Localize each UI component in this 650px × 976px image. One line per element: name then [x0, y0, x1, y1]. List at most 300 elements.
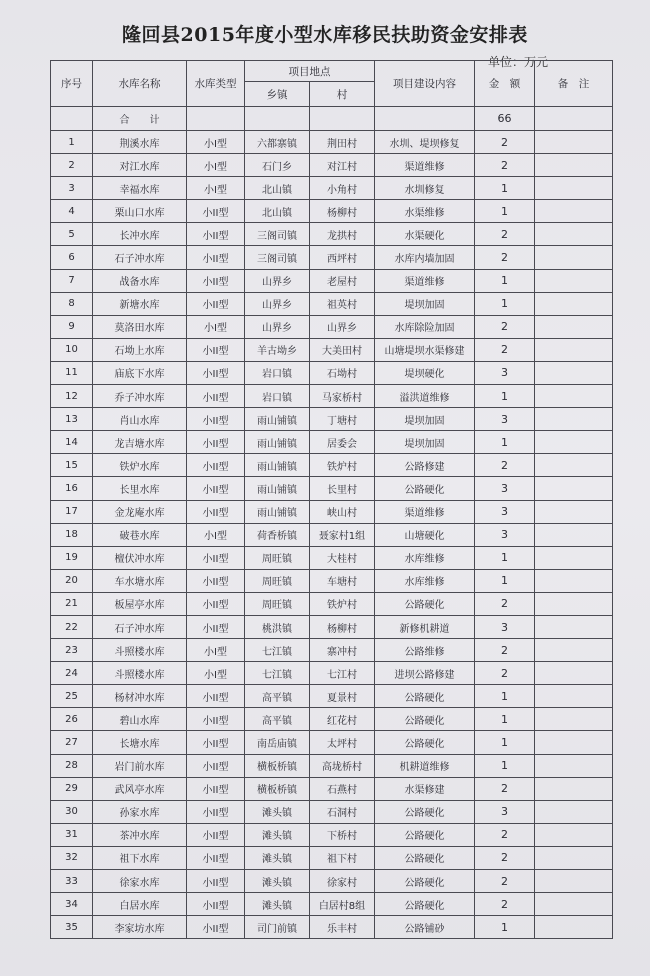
- cell-amount: 2: [475, 662, 535, 685]
- cell-seq: 6: [51, 246, 93, 269]
- table-row: [51, 546, 613, 569]
- cell-village: 太坪村: [310, 731, 375, 754]
- cell-town: 山界乡: [245, 315, 310, 338]
- cell-type: 小I型: [187, 315, 245, 338]
- cell-remark: [535, 131, 613, 154]
- cell-seq: 9: [51, 315, 93, 338]
- cell-seq: 32: [51, 846, 93, 869]
- cell-name: 庙底下水库: [93, 361, 187, 384]
- cell-content: 堤坝加固: [375, 408, 475, 431]
- cell-village: 车塘村: [310, 569, 375, 592]
- cell-name: 徐家水库: [93, 870, 187, 893]
- cell-name: 长冲水库: [93, 223, 187, 246]
- cell-type: 小I型: [187, 154, 245, 177]
- table-row: [51, 131, 613, 154]
- cell-amount: 2: [475, 893, 535, 916]
- cell-name: 斗照楼水库: [93, 639, 187, 662]
- table-row: [51, 916, 613, 939]
- cell-name: 栗山口水库: [93, 200, 187, 223]
- table-row: [51, 893, 613, 916]
- cell-seq: 12: [51, 385, 93, 408]
- cell-content: 公路硬化: [375, 685, 475, 708]
- cell-town: 山界乡: [245, 269, 310, 292]
- cell-type: 小II型: [187, 477, 245, 500]
- cell-village: 祖下村: [310, 846, 375, 869]
- cell-type: 小II型: [187, 685, 245, 708]
- cell-type: 小II型: [187, 200, 245, 223]
- cell-content: 公路硬化: [375, 846, 475, 869]
- cell-name: 长里水库: [93, 477, 187, 500]
- cell-remark: [535, 870, 613, 893]
- cell-seq: 21: [51, 592, 93, 615]
- cell-name: 石子冲水库: [93, 246, 187, 269]
- cell-village: 聂家村1组: [310, 523, 375, 546]
- cell-amount: 3: [475, 500, 535, 523]
- cell-village: 白居村8组: [310, 893, 375, 916]
- cell-town: 北山镇: [245, 177, 310, 200]
- cell-remark: [535, 569, 613, 592]
- cell-town: 周旺镇: [245, 592, 310, 615]
- cell-town: 滩头镇: [245, 870, 310, 893]
- cell-remark: [535, 223, 613, 246]
- cell-village: 石洞村: [310, 800, 375, 823]
- cell-remark: [535, 639, 613, 662]
- cell-name: 斗照楼水库: [93, 662, 187, 685]
- cell-type: 小II型: [187, 454, 245, 477]
- cell-type: 小II型: [187, 708, 245, 731]
- table-row: [51, 431, 613, 454]
- cell-amount: 2: [475, 315, 535, 338]
- cell-remark: [535, 546, 613, 569]
- cell-seq: 2: [51, 154, 93, 177]
- cell-town: 岩口镇: [245, 361, 310, 384]
- cell-content: 公路硬化: [375, 800, 475, 823]
- cell-name: 李家坊水库: [93, 916, 187, 939]
- cell-content: 公路修建: [375, 454, 475, 477]
- cell-town: 高平镇: [245, 708, 310, 731]
- table-row: [51, 800, 613, 823]
- cell-content: 公路硬化: [375, 870, 475, 893]
- total-remark: [535, 107, 613, 131]
- cell-type: 小I型: [187, 131, 245, 154]
- cell-town: 七江镇: [245, 662, 310, 685]
- table-row: [51, 408, 613, 431]
- header-location: 项目地点: [245, 61, 375, 82]
- cell-town: 六都寨镇: [245, 131, 310, 154]
- cell-amount: 1: [475, 177, 535, 200]
- cell-seq: 31: [51, 823, 93, 846]
- cell-amount: 2: [475, 823, 535, 846]
- cell-remark: [535, 662, 613, 685]
- cell-amount: 2: [475, 777, 535, 800]
- cell-content: 水圳、堤坝修复: [375, 131, 475, 154]
- cell-amount: 1: [475, 569, 535, 592]
- table-row: [51, 200, 613, 223]
- cell-village: 铁炉村: [310, 592, 375, 615]
- table-row: [51, 708, 613, 731]
- table-row: [51, 500, 613, 523]
- cell-amount: 1: [475, 546, 535, 569]
- cell-remark: [535, 500, 613, 523]
- cell-village: 峡山村: [310, 500, 375, 523]
- cell-seq: 15: [51, 454, 93, 477]
- cell-type: 小II型: [187, 223, 245, 246]
- cell-amount: 2: [475, 454, 535, 477]
- cell-town: 滩头镇: [245, 846, 310, 869]
- cell-name: 对江水库: [93, 154, 187, 177]
- cell-name: 新塘水库: [93, 292, 187, 315]
- cell-remark: [535, 708, 613, 731]
- cell-remark: [535, 292, 613, 315]
- cell-type: 小II型: [187, 592, 245, 615]
- cell-remark: [535, 361, 613, 384]
- cell-content: 进坝公路修建: [375, 662, 475, 685]
- cell-village: 马家桥村: [310, 385, 375, 408]
- table-row: [51, 477, 613, 500]
- cell-name: 石子冲水库: [93, 615, 187, 638]
- cell-remark: [535, 477, 613, 500]
- cell-amount: 1: [475, 685, 535, 708]
- cell-type: 小II型: [187, 385, 245, 408]
- cell-remark: [535, 523, 613, 546]
- cell-town: 滩头镇: [245, 823, 310, 846]
- cell-amount: 3: [475, 361, 535, 384]
- cell-seq: 24: [51, 662, 93, 685]
- cell-town: 七江镇: [245, 639, 310, 662]
- cell-remark: [535, 685, 613, 708]
- cell-type: 小II型: [187, 916, 245, 939]
- cell-village: 小角村: [310, 177, 375, 200]
- cell-seq: 27: [51, 731, 93, 754]
- cell-seq: 10: [51, 338, 93, 361]
- cell-village: 高垅桥村: [310, 754, 375, 777]
- cell-content: 堤坝硬化: [375, 361, 475, 384]
- cell-name: 孙家水库: [93, 800, 187, 823]
- cell-amount: 1: [475, 708, 535, 731]
- cell-village: 荆田村: [310, 131, 375, 154]
- cell-content: 公路硬化: [375, 708, 475, 731]
- cell-remark: [535, 592, 613, 615]
- cell-seq: 17: [51, 500, 93, 523]
- cell-town: 横板桥镇: [245, 777, 310, 800]
- table-row: [51, 154, 613, 177]
- cell-town: 山界乡: [245, 292, 310, 315]
- total-town: [245, 107, 310, 131]
- header-seq: 序号: [51, 61, 93, 107]
- cell-name: 板屋亭水库: [93, 592, 187, 615]
- header-name: 水库名称: [93, 61, 187, 107]
- table-row: [51, 292, 613, 315]
- cell-name: 武风亭水库: [93, 777, 187, 800]
- cell-type: 小I型: [187, 662, 245, 685]
- cell-name: 荆溪水库: [93, 131, 187, 154]
- cell-town: 雨山铺镇: [245, 408, 310, 431]
- cell-seq: 19: [51, 546, 93, 569]
- cell-village: 乐丰村: [310, 916, 375, 939]
- cell-name: 乔子冲水库: [93, 385, 187, 408]
- cell-amount: 2: [475, 338, 535, 361]
- cell-town: 周旺镇: [245, 569, 310, 592]
- cell-type: 小II型: [187, 754, 245, 777]
- cell-village: 七江村: [310, 662, 375, 685]
- cell-town: 雨山铺镇: [245, 431, 310, 454]
- cell-seq: 1: [51, 131, 93, 154]
- cell-amount: 3: [475, 408, 535, 431]
- cell-remark: [535, 431, 613, 454]
- cell-village: 大桂村: [310, 546, 375, 569]
- cell-content: 水渠维修: [375, 200, 475, 223]
- cell-village: 老屋村: [310, 269, 375, 292]
- cell-amount: 3: [475, 477, 535, 500]
- cell-seq: 3: [51, 177, 93, 200]
- cell-name: 车水塘水库: [93, 569, 187, 592]
- cell-town: 荷香桥镇: [245, 523, 310, 546]
- cell-amount: 1: [475, 292, 535, 315]
- cell-type: 小II型: [187, 731, 245, 754]
- cell-name: 长塘水库: [93, 731, 187, 754]
- cell-type: 小I型: [187, 177, 245, 200]
- header-remark: 备 注: [535, 61, 613, 107]
- cell-amount: 1: [475, 385, 535, 408]
- cell-remark: [535, 893, 613, 916]
- cell-type: 小II型: [187, 800, 245, 823]
- cell-content: 公路硬化: [375, 477, 475, 500]
- funding-table: [50, 60, 613, 939]
- cell-name: 祖下水库: [93, 846, 187, 869]
- total-amount: 66: [475, 107, 535, 131]
- cell-remark: [535, 385, 613, 408]
- cell-remark: [535, 200, 613, 223]
- cell-town: 周旺镇: [245, 546, 310, 569]
- table-row: [51, 177, 613, 200]
- cell-name: 茶冲水库: [93, 823, 187, 846]
- total-row: [51, 107, 613, 131]
- cell-amount: 1: [475, 269, 535, 292]
- cell-content: 水库维修: [375, 546, 475, 569]
- cell-seq: 33: [51, 870, 93, 893]
- cell-town: 横板桥镇: [245, 754, 310, 777]
- table-row: [51, 361, 613, 384]
- cell-name: 碧山水库: [93, 708, 187, 731]
- cell-content: 水渠硬化: [375, 223, 475, 246]
- table-row: [51, 777, 613, 800]
- cell-village: 长里村: [310, 477, 375, 500]
- table-row: [51, 385, 613, 408]
- cell-village: 杨柳村: [310, 200, 375, 223]
- cell-type: 小II型: [187, 846, 245, 869]
- cell-seq: 30: [51, 800, 93, 823]
- table-row: [51, 338, 613, 361]
- cell-content: 渠道维修: [375, 269, 475, 292]
- cell-amount: 1: [475, 200, 535, 223]
- cell-content: 水圳修复: [375, 177, 475, 200]
- cell-amount: 2: [475, 131, 535, 154]
- cell-village: 石燕村: [310, 777, 375, 800]
- cell-name: 战备水库: [93, 269, 187, 292]
- table-row: [51, 639, 613, 662]
- cell-content: 公路维修: [375, 639, 475, 662]
- cell-type: 小II型: [187, 546, 245, 569]
- cell-remark: [535, 338, 613, 361]
- cell-amount: 2: [475, 246, 535, 269]
- cell-town: 羊古坳乡: [245, 338, 310, 361]
- cell-content: 山塘堤坝水渠修建: [375, 338, 475, 361]
- cell-village: 大美田村: [310, 338, 375, 361]
- cell-type: 小II型: [187, 500, 245, 523]
- cell-type: 小II型: [187, 893, 245, 916]
- cell-amount: 2: [475, 592, 535, 615]
- cell-content: 溢洪道维修: [375, 385, 475, 408]
- table-row: [51, 870, 613, 893]
- cell-remark: [535, 916, 613, 939]
- cell-type: 小II型: [187, 777, 245, 800]
- cell-seq: 35: [51, 916, 93, 939]
- cell-seq: 26: [51, 708, 93, 731]
- cell-name: 岩门前水库: [93, 754, 187, 777]
- cell-content: 公路硬化: [375, 893, 475, 916]
- cell-seq: 8: [51, 292, 93, 315]
- cell-name: 白居水库: [93, 893, 187, 916]
- cell-amount: 2: [475, 223, 535, 246]
- cell-remark: [535, 315, 613, 338]
- cell-town: 南岳庙镇: [245, 731, 310, 754]
- cell-village: 山界乡: [310, 315, 375, 338]
- cell-village: 杨柳村: [310, 615, 375, 638]
- table-row: [51, 523, 613, 546]
- header-content: 项目建设内容: [375, 61, 475, 107]
- cell-type: 小II型: [187, 431, 245, 454]
- cell-content: 公路铺砂: [375, 916, 475, 939]
- total-content: [375, 107, 475, 131]
- table-row: [51, 662, 613, 685]
- cell-name: 石坳上水库: [93, 338, 187, 361]
- cell-content: 水库内墙加固: [375, 246, 475, 269]
- cell-town: 滩头镇: [245, 800, 310, 823]
- cell-type: 小II型: [187, 292, 245, 315]
- header-type: 水库类型: [187, 61, 245, 107]
- cell-content: 水库维修: [375, 569, 475, 592]
- cell-seq: 34: [51, 893, 93, 916]
- cell-amount: 1: [475, 731, 535, 754]
- cell-content: 水库除险加固: [375, 315, 475, 338]
- cell-seq: 25: [51, 685, 93, 708]
- cell-content: 新修机耕道: [375, 615, 475, 638]
- cell-type: 小II型: [187, 823, 245, 846]
- header-amount: 金 额: [475, 61, 535, 107]
- table-row: [51, 315, 613, 338]
- cell-remark: [535, 754, 613, 777]
- cell-type: 小II型: [187, 870, 245, 893]
- cell-village: 下桥村: [310, 823, 375, 846]
- cell-type: 小II型: [187, 338, 245, 361]
- cell-seq: 28: [51, 754, 93, 777]
- cell-name: 破巷水库: [93, 523, 187, 546]
- table-row: [51, 592, 613, 615]
- cell-remark: [535, 731, 613, 754]
- total-seq: [51, 107, 93, 131]
- cell-town: 高平镇: [245, 685, 310, 708]
- cell-name: 杨材冲水库: [93, 685, 187, 708]
- cell-amount: 1: [475, 754, 535, 777]
- cell-name: 铁炉水库: [93, 454, 187, 477]
- cell-seq: 20: [51, 569, 93, 592]
- cell-seq: 23: [51, 639, 93, 662]
- table-row: [51, 454, 613, 477]
- cell-type: 小II型: [187, 569, 245, 592]
- cell-remark: [535, 154, 613, 177]
- cell-town: 雨山铺镇: [245, 477, 310, 500]
- cell-type: 小II型: [187, 246, 245, 269]
- cell-content: 堤坝加固: [375, 431, 475, 454]
- cell-content: 公路硬化: [375, 731, 475, 754]
- cell-amount: 3: [475, 523, 535, 546]
- cell-name: 幸福水库: [93, 177, 187, 200]
- cell-type: 小II型: [187, 615, 245, 638]
- table-row: [51, 685, 613, 708]
- cell-town: 滩头镇: [245, 893, 310, 916]
- cell-seq: 22: [51, 615, 93, 638]
- cell-remark: [535, 846, 613, 869]
- cell-seq: 29: [51, 777, 93, 800]
- cell-remark: [535, 454, 613, 477]
- table-row: [51, 615, 613, 638]
- cell-seq: 5: [51, 223, 93, 246]
- table-row: [51, 823, 613, 846]
- cell-type: 小II型: [187, 408, 245, 431]
- cell-remark: [535, 823, 613, 846]
- table-row: [51, 754, 613, 777]
- header-row: [51, 61, 613, 82]
- cell-seq: 7: [51, 269, 93, 292]
- table-row: [51, 246, 613, 269]
- cell-village: 龙拱村: [310, 223, 375, 246]
- cell-town: 北山镇: [245, 200, 310, 223]
- cell-amount: 2: [475, 154, 535, 177]
- document-title: 隆回县2015年度小型水库移民扶助资金安排表: [122, 24, 528, 46]
- cell-name: 金龙庵水库: [93, 500, 187, 523]
- cell-type: 小II型: [187, 269, 245, 292]
- cell-town: 雨山铺镇: [245, 500, 310, 523]
- cell-town: 三阁司镇: [245, 223, 310, 246]
- header-town: 乡镇: [245, 82, 310, 107]
- cell-type: 小I型: [187, 523, 245, 546]
- total-type: [187, 107, 245, 131]
- cell-name: 莫洛田水库: [93, 315, 187, 338]
- cell-remark: [535, 777, 613, 800]
- cell-village: 徐家村: [310, 870, 375, 893]
- cell-village: 西坪村: [310, 246, 375, 269]
- cell-town: 岩口镇: [245, 385, 310, 408]
- cell-village: 对江村: [310, 154, 375, 177]
- cell-town: 司门前镇: [245, 916, 310, 939]
- cell-remark: [535, 269, 613, 292]
- cell-village: 铁炉村: [310, 454, 375, 477]
- cell-village: 祖英村: [310, 292, 375, 315]
- cell-name: 龙吉塘水库: [93, 431, 187, 454]
- cell-town: 石门乡: [245, 154, 310, 177]
- cell-content: 山塘硬化: [375, 523, 475, 546]
- table-row: [51, 731, 613, 754]
- header-village: 村: [310, 82, 375, 107]
- cell-remark: [535, 246, 613, 269]
- cell-remark: [535, 408, 613, 431]
- cell-village: 石坳村: [310, 361, 375, 384]
- cell-remark: [535, 615, 613, 638]
- total-label: 合 计: [93, 107, 187, 131]
- cell-seq: 16: [51, 477, 93, 500]
- cell-type: 小II型: [187, 361, 245, 384]
- cell-amount: 3: [475, 615, 535, 638]
